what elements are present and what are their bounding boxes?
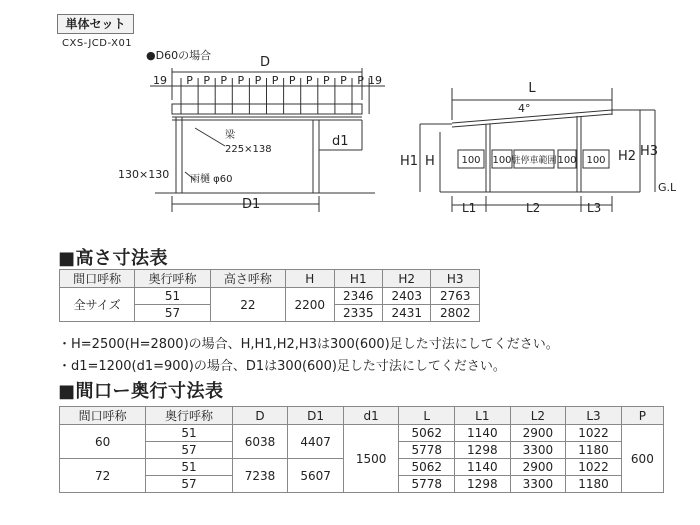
table-cell: 全サイズ bbox=[60, 288, 135, 322]
dim-L-label: L bbox=[528, 81, 536, 96]
table-cell: 1298 bbox=[455, 442, 511, 459]
pitch-label: P bbox=[254, 74, 262, 87]
table-header-cell: P bbox=[621, 407, 663, 425]
clearance-1: 100 bbox=[461, 155, 481, 166]
table-cell: 2900 bbox=[510, 459, 566, 476]
table-header-cell: L bbox=[399, 407, 455, 425]
carport-drawing bbox=[0, 0, 700, 230]
note-2: ・d1=1200(d1=900)の場合、D1は300(600)足した寸法にしてください。 bbox=[58, 359, 506, 374]
pitch-label: P bbox=[323, 74, 330, 87]
width-depth-table-body bbox=[60, 425, 664, 493]
dim-d1-label: d1 bbox=[332, 134, 349, 149]
table-cell: 6038 bbox=[232, 425, 288, 459]
pitch-labels bbox=[186, 74, 364, 87]
dim-D-label: D bbox=[259, 55, 271, 70]
travel-area: 駐停車範囲 bbox=[511, 156, 557, 166]
dim-L2-label: L2 bbox=[526, 201, 541, 215]
width-depth-table-header bbox=[60, 407, 664, 425]
end-19-left: 19 bbox=[153, 74, 167, 87]
table-cell: 5778 bbox=[399, 442, 455, 459]
dim-H2-label: H2 bbox=[618, 149, 637, 164]
table-cell: 2763 bbox=[431, 288, 480, 305]
height-table-title: ■高さ寸法表 bbox=[58, 248, 169, 269]
table-header-cell: H2 bbox=[383, 270, 431, 288]
table-row bbox=[60, 288, 480, 305]
table-cell: 7238 bbox=[232, 459, 288, 493]
table-cell: 2403 bbox=[383, 288, 431, 305]
pitch-label: P bbox=[186, 74, 193, 87]
table-cell: 2200 bbox=[286, 288, 334, 322]
table-cell: 1022 bbox=[566, 425, 622, 442]
pitch-label: P bbox=[340, 74, 347, 87]
dim-D1-label: D1 bbox=[242, 197, 261, 212]
case-note: ●D60の場合 bbox=[146, 49, 212, 62]
table-cell: 1180 bbox=[566, 476, 622, 493]
table-cell: 2900 bbox=[510, 425, 566, 442]
dim-L3-label: L3 bbox=[587, 201, 602, 215]
clearance-marks bbox=[458, 150, 609, 168]
clearance-4: 100 bbox=[586, 155, 606, 166]
height-table-header bbox=[60, 270, 480, 288]
gutter-label: 雨樋 φ60 bbox=[190, 174, 233, 185]
pitch-label: P bbox=[305, 74, 313, 87]
table-cell: 1022 bbox=[566, 459, 622, 476]
table-cell: 3300 bbox=[510, 442, 566, 459]
table-cell: 2346 bbox=[334, 288, 382, 305]
dim-H-label: H bbox=[425, 154, 435, 169]
table-cell: 60 bbox=[60, 425, 146, 459]
table-cell: 5062 bbox=[399, 459, 455, 476]
dim-H1-label: H1 bbox=[400, 154, 419, 169]
table-header-cell: L2 bbox=[510, 407, 566, 425]
slope-label: 4° bbox=[518, 102, 531, 115]
front-view bbox=[150, 68, 385, 212]
table-header-cell: 奥行呼称 bbox=[146, 407, 232, 425]
table-header-cell: L3 bbox=[566, 407, 622, 425]
table-cell: 51 bbox=[146, 425, 232, 442]
pitch-label: P bbox=[220, 74, 228, 87]
table-header-cell: 間口呼称 bbox=[60, 407, 146, 425]
table-header-cell: H3 bbox=[431, 270, 480, 288]
table-cell: 3300 bbox=[510, 476, 566, 493]
clearance-2: 100 bbox=[492, 155, 512, 166]
table-cell: 51 bbox=[135, 288, 210, 305]
pitch-label: P bbox=[237, 74, 245, 87]
table-header-cell: d1 bbox=[343, 407, 399, 425]
table-cell: 600 bbox=[621, 425, 663, 493]
table-cell: 2335 bbox=[334, 305, 382, 322]
beam-label: 梁 bbox=[225, 130, 235, 141]
table-header-cell: D1 bbox=[288, 407, 344, 425]
table-header-cell: 奥行呼称 bbox=[135, 270, 210, 288]
table-header-cell: L1 bbox=[455, 407, 511, 425]
gl-label: G.L bbox=[658, 181, 677, 194]
table-cell: 57 bbox=[135, 305, 210, 322]
model-code: CXS-JCD-X01 bbox=[62, 38, 133, 49]
beam-size: 225×138 bbox=[225, 144, 272, 155]
table-cell: 51 bbox=[146, 459, 232, 476]
table-cell: 1140 bbox=[455, 459, 511, 476]
table-cell: 72 bbox=[60, 459, 146, 493]
table-header-cell: 間口呼称 bbox=[60, 270, 135, 288]
pitch-label: P bbox=[357, 74, 364, 87]
table-header-cell: H1 bbox=[334, 270, 382, 288]
table-row bbox=[60, 425, 664, 442]
table-header-cell: D bbox=[232, 407, 288, 425]
width-depth-table bbox=[59, 406, 664, 493]
set-label: 単体セット bbox=[57, 14, 134, 34]
post-size: 130×130 bbox=[118, 168, 170, 181]
pitch-label: P bbox=[271, 74, 279, 87]
width-depth-table-title: ■間口ー奥行寸法表 bbox=[58, 381, 224, 402]
table-cell: 1500 bbox=[343, 425, 399, 493]
table-cell: 22 bbox=[210, 288, 285, 322]
note-1: ・H=2500(H=2800)の場合、H,H1,H2,H3は300(600)足した寸法にしてください。 bbox=[58, 337, 559, 352]
table-cell: 5778 bbox=[399, 476, 455, 493]
table-cell: 5062 bbox=[399, 425, 455, 442]
height-table-body bbox=[60, 288, 480, 322]
table-cell: 57 bbox=[146, 476, 232, 493]
table-cell: 57 bbox=[146, 442, 232, 459]
table-cell: 4407 bbox=[288, 425, 344, 459]
table-cell: 5607 bbox=[288, 459, 344, 493]
table-cell: 1180 bbox=[566, 442, 622, 459]
table-cell: 1140 bbox=[455, 425, 511, 442]
table-header-cell: 高さ呼称 bbox=[210, 270, 285, 288]
clearance-3: 100 bbox=[557, 155, 577, 166]
pitch-label: P bbox=[288, 74, 296, 87]
height-table bbox=[59, 269, 480, 322]
dim-L1-label: L1 bbox=[462, 201, 477, 215]
table-header-cell: H bbox=[286, 270, 334, 288]
dim-H3-label: H3 bbox=[640, 144, 659, 159]
table-cell: 1298 bbox=[455, 476, 511, 493]
table-cell: 2802 bbox=[431, 305, 480, 322]
table-cell: 2431 bbox=[383, 305, 431, 322]
end-19-right: 19 bbox=[368, 74, 382, 87]
pitch-label: P bbox=[203, 74, 210, 87]
